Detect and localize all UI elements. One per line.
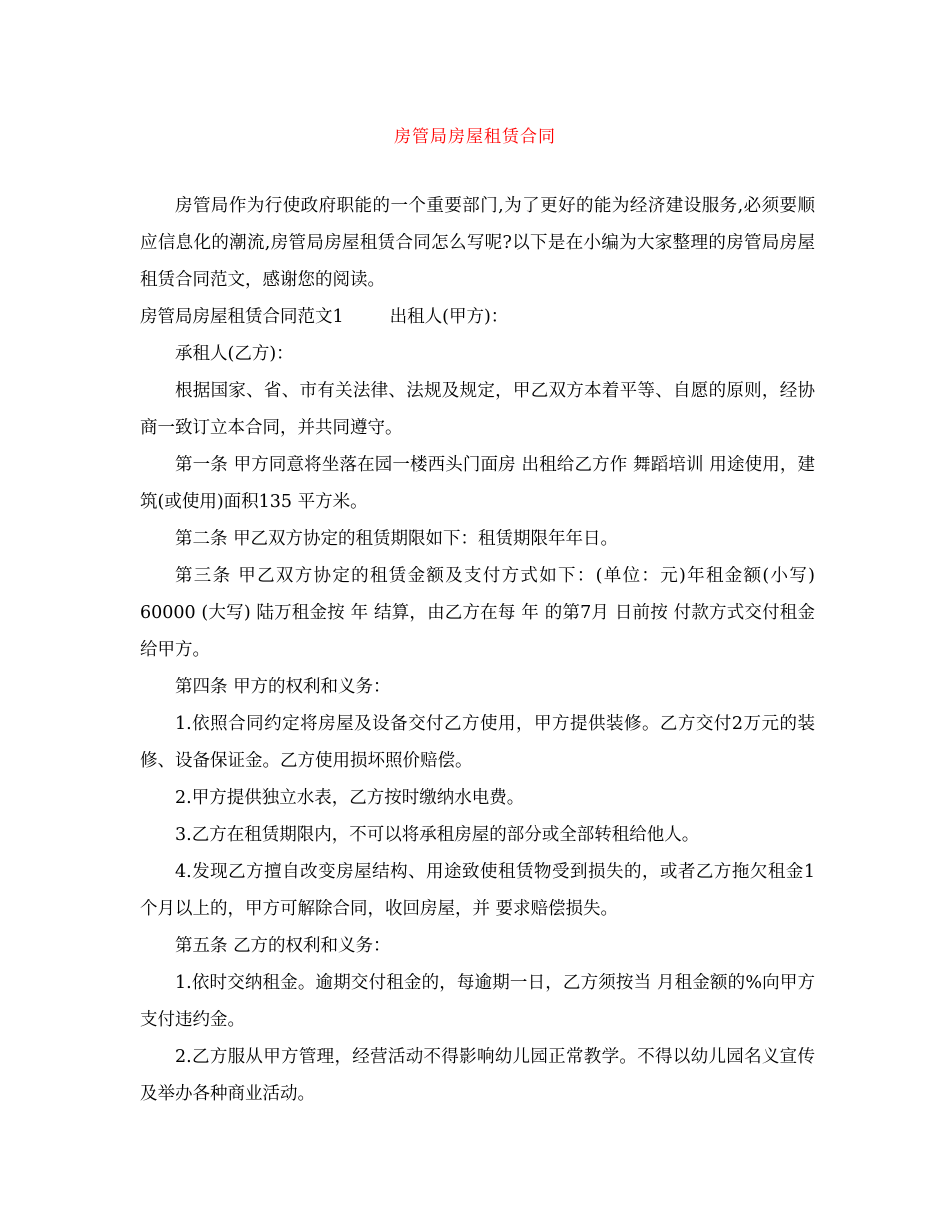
document-title: 房管局房屋租赁合同 [394, 127, 556, 147]
article-4-item-1: 1.依照合同约定将房屋及设备交付乙方使用，甲方提供装修。乙方交付2万元的装修、设备保证金。乙方使用损坏照价赔偿。 [140, 714, 815, 771]
article-5-item-2: 2.乙方服从甲方管理，经营活动不得影响幼儿园正常教学。不得以幼儿园名义宣传及举办各种商业活动。 [140, 1047, 815, 1104]
article-1: 第一条 甲方同意将坐落在园一楼西头门面房 出租给乙方作 舞蹈培训 用途使用，建筑(或使用)面积135 平方米。 [140, 455, 815, 512]
article-5-item-1: 1.依时交纳租金。逾期交付租金的，每逾期一日，乙方须按当 月租金额的%向甲方支付违约金。 [140, 973, 815, 1030]
intro-paragraph: 房管局作为行使政府职能的一个重要部门,为了更好的能为经济建设服务,必须要顺应信息化的潮流,房管局房屋租赁合同怎么写呢?以下是在小编为大家整理的房管局房屋租赁合同范文，感谢您的阅读。 [140, 196, 815, 290]
sample-heading-line [140, 299, 815, 336]
lessor-label: 出租人(甲方)： [389, 307, 509, 327]
article-4-item-4: 4.发现乙方擅自改变房屋结构、用途致使租赁物受到损失的，或者乙方拖欠租金1 个月以上的，甲方可解除合同，收回房屋，并 要求赔偿损失。 [140, 862, 815, 919]
article-3: 第三条 甲乙双方协定的租赁金额及支付方式如下：(单位：元)年租金额(小写) 60000 (大写) 陆万租金按 年 结算，由乙方在每 年 的第7月 日前按 付款方式交付租金给甲方。 [140, 566, 815, 660]
article-5-heading: 第五条 乙方的权利和义务： [175, 936, 391, 956]
lessee-label: 承租人(乙方)： [175, 344, 294, 364]
document-body [140, 188, 815, 1113]
article-2: 第二条 甲乙双方协定的租赁期限如下：租赁期限年年日。 [175, 529, 619, 549]
article-4-item-2: 2.甲方提供独立水表，乙方按时缴纳水电费。 [175, 788, 525, 808]
article-4-heading: 第四条 甲方的权利和义务： [175, 677, 391, 697]
sample-heading: 房管局房屋租赁合同范文1 [140, 307, 344, 327]
article-4-item-3: 3.乙方在租赁期限内，不可以将承租房屋的部分或全部转租给他人。 [175, 825, 700, 845]
basis-paragraph: 根据国家、省、市有关法律、法规及规定，甲乙双方本着平等、自愿的原则，经协商一致订立本合同，并共同遵守。 [140, 381, 815, 438]
